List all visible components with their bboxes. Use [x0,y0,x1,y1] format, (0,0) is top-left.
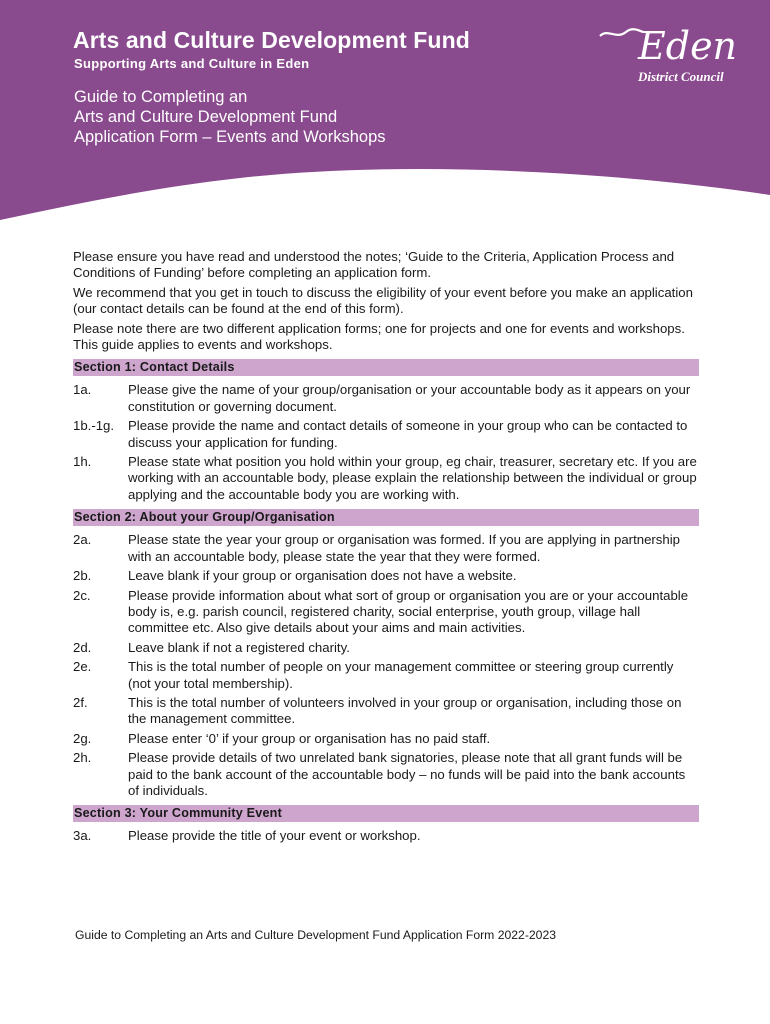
item-text: Please state the year your group or organisation was formed. If you are applying in partnership with an accountable body, please state the year that they were formed. [128,532,680,564]
item-number: 1a. [73,382,92,398]
list-item [73,418,699,451]
section-heading: Section 1: Contact Details [73,359,699,376]
item-text: Please state what position you hold within your group, eg chair, treasurer, secretary etc. If you are working with an accountable body, please explain the relationship between the individual or group applying and the accountable body you are working with. [128,454,697,502]
page-footer: Guide to Completing an Arts and Culture Development Fund Application Form 2022-2023 [75,928,557,942]
list-item [73,659,699,692]
intro-paragraph: Please ensure you have read and understood the notes; ‘Guide to the Criteria, Application Process and Conditions of Funding’ before completing an application form. [73,249,675,281]
item-number: 1h. [73,454,92,470]
section-heading: Section 2: About your Group/Organisation [73,509,699,526]
item-text: Please provide the title of your event or workshop. [128,828,421,844]
item-number: 2d. [73,639,92,655]
item-number: 3a. [73,828,92,844]
item-text: Please provide information about what sort of group or organisation you are or your accountable body is, e.g. parish council, registered charity, social enterprise, youth group, village hall committee etc. Also give details about your aims and main activities. [128,587,689,636]
page-subtitle: Supporting Arts and Culture in Eden [74,56,310,71]
item-number: 2e. [73,659,92,675]
item-text: This is the total number of people on your management committee or steering group currently (not your total membership). [128,659,674,691]
list-item [73,828,699,844]
item-number: 1b.-1g. [73,418,115,434]
document-body [73,249,699,848]
intro-paragraph: Please note there are two different application forms; one for projects and one for events and workshops. This guide applies to events and workshops. [73,320,685,353]
item-text: Please provide the name and contact details of someone in your group who can be contacted to discuss your application for funding. [128,418,688,450]
item-text: Please give the name of your group/organisation or your accountable body as it appears on your constitution or governing document. [128,382,691,414]
logo-word: Eden [638,24,738,68]
guide-title-line: Arts and Culture Development Fund [74,108,338,126]
list-item [73,382,699,415]
list-item [73,695,699,728]
logo-council: District Council [638,69,724,84]
list-item [73,750,699,799]
header-banner [0,0,770,230]
item-number: 2h. [73,750,92,766]
list-item [73,532,699,565]
item-number: 2b. [73,568,92,584]
list-item [73,454,699,503]
guide-title [74,87,386,147]
item-text: Please provide details of two unrelated bank signatories, please note that all grant funds will be paid to the bank account of the accountable body – no funds will be paid into the bank accounts of individuals. [128,750,686,798]
section-heading: Section 3: Your Community Event [73,805,699,822]
eden-logo [598,24,748,90]
item-number: 2f. [73,694,88,710]
item-text: Please enter ‘0’ if your group or organisation has no paid staff. [128,730,491,746]
guide-title-line: Application Form – Events and Workshops [74,128,386,146]
intro-paragraph: We recommend that you get in touch to discuss the eligibility of your event before you make an application (our contact details can be found at the end of this form). [73,284,693,317]
item-number: 2a. [73,532,92,548]
list-item [73,731,699,747]
item-text: This is the total number of volunteers involved in your group or organisation, including those on the management committee. [128,694,682,727]
item-text: Leave blank if not a registered charity. [128,639,350,655]
item-number: 2c. [73,587,91,603]
page-title: Arts and Culture Development Fund [73,27,470,53]
item-text: Leave blank if your group or organisation does not have a website. [128,568,517,584]
item-number: 2g. [73,730,92,746]
list-item [73,568,699,584]
guide-title-line: Guide to Completing an [74,88,248,106]
list-item [73,588,699,637]
list-item [73,640,699,656]
